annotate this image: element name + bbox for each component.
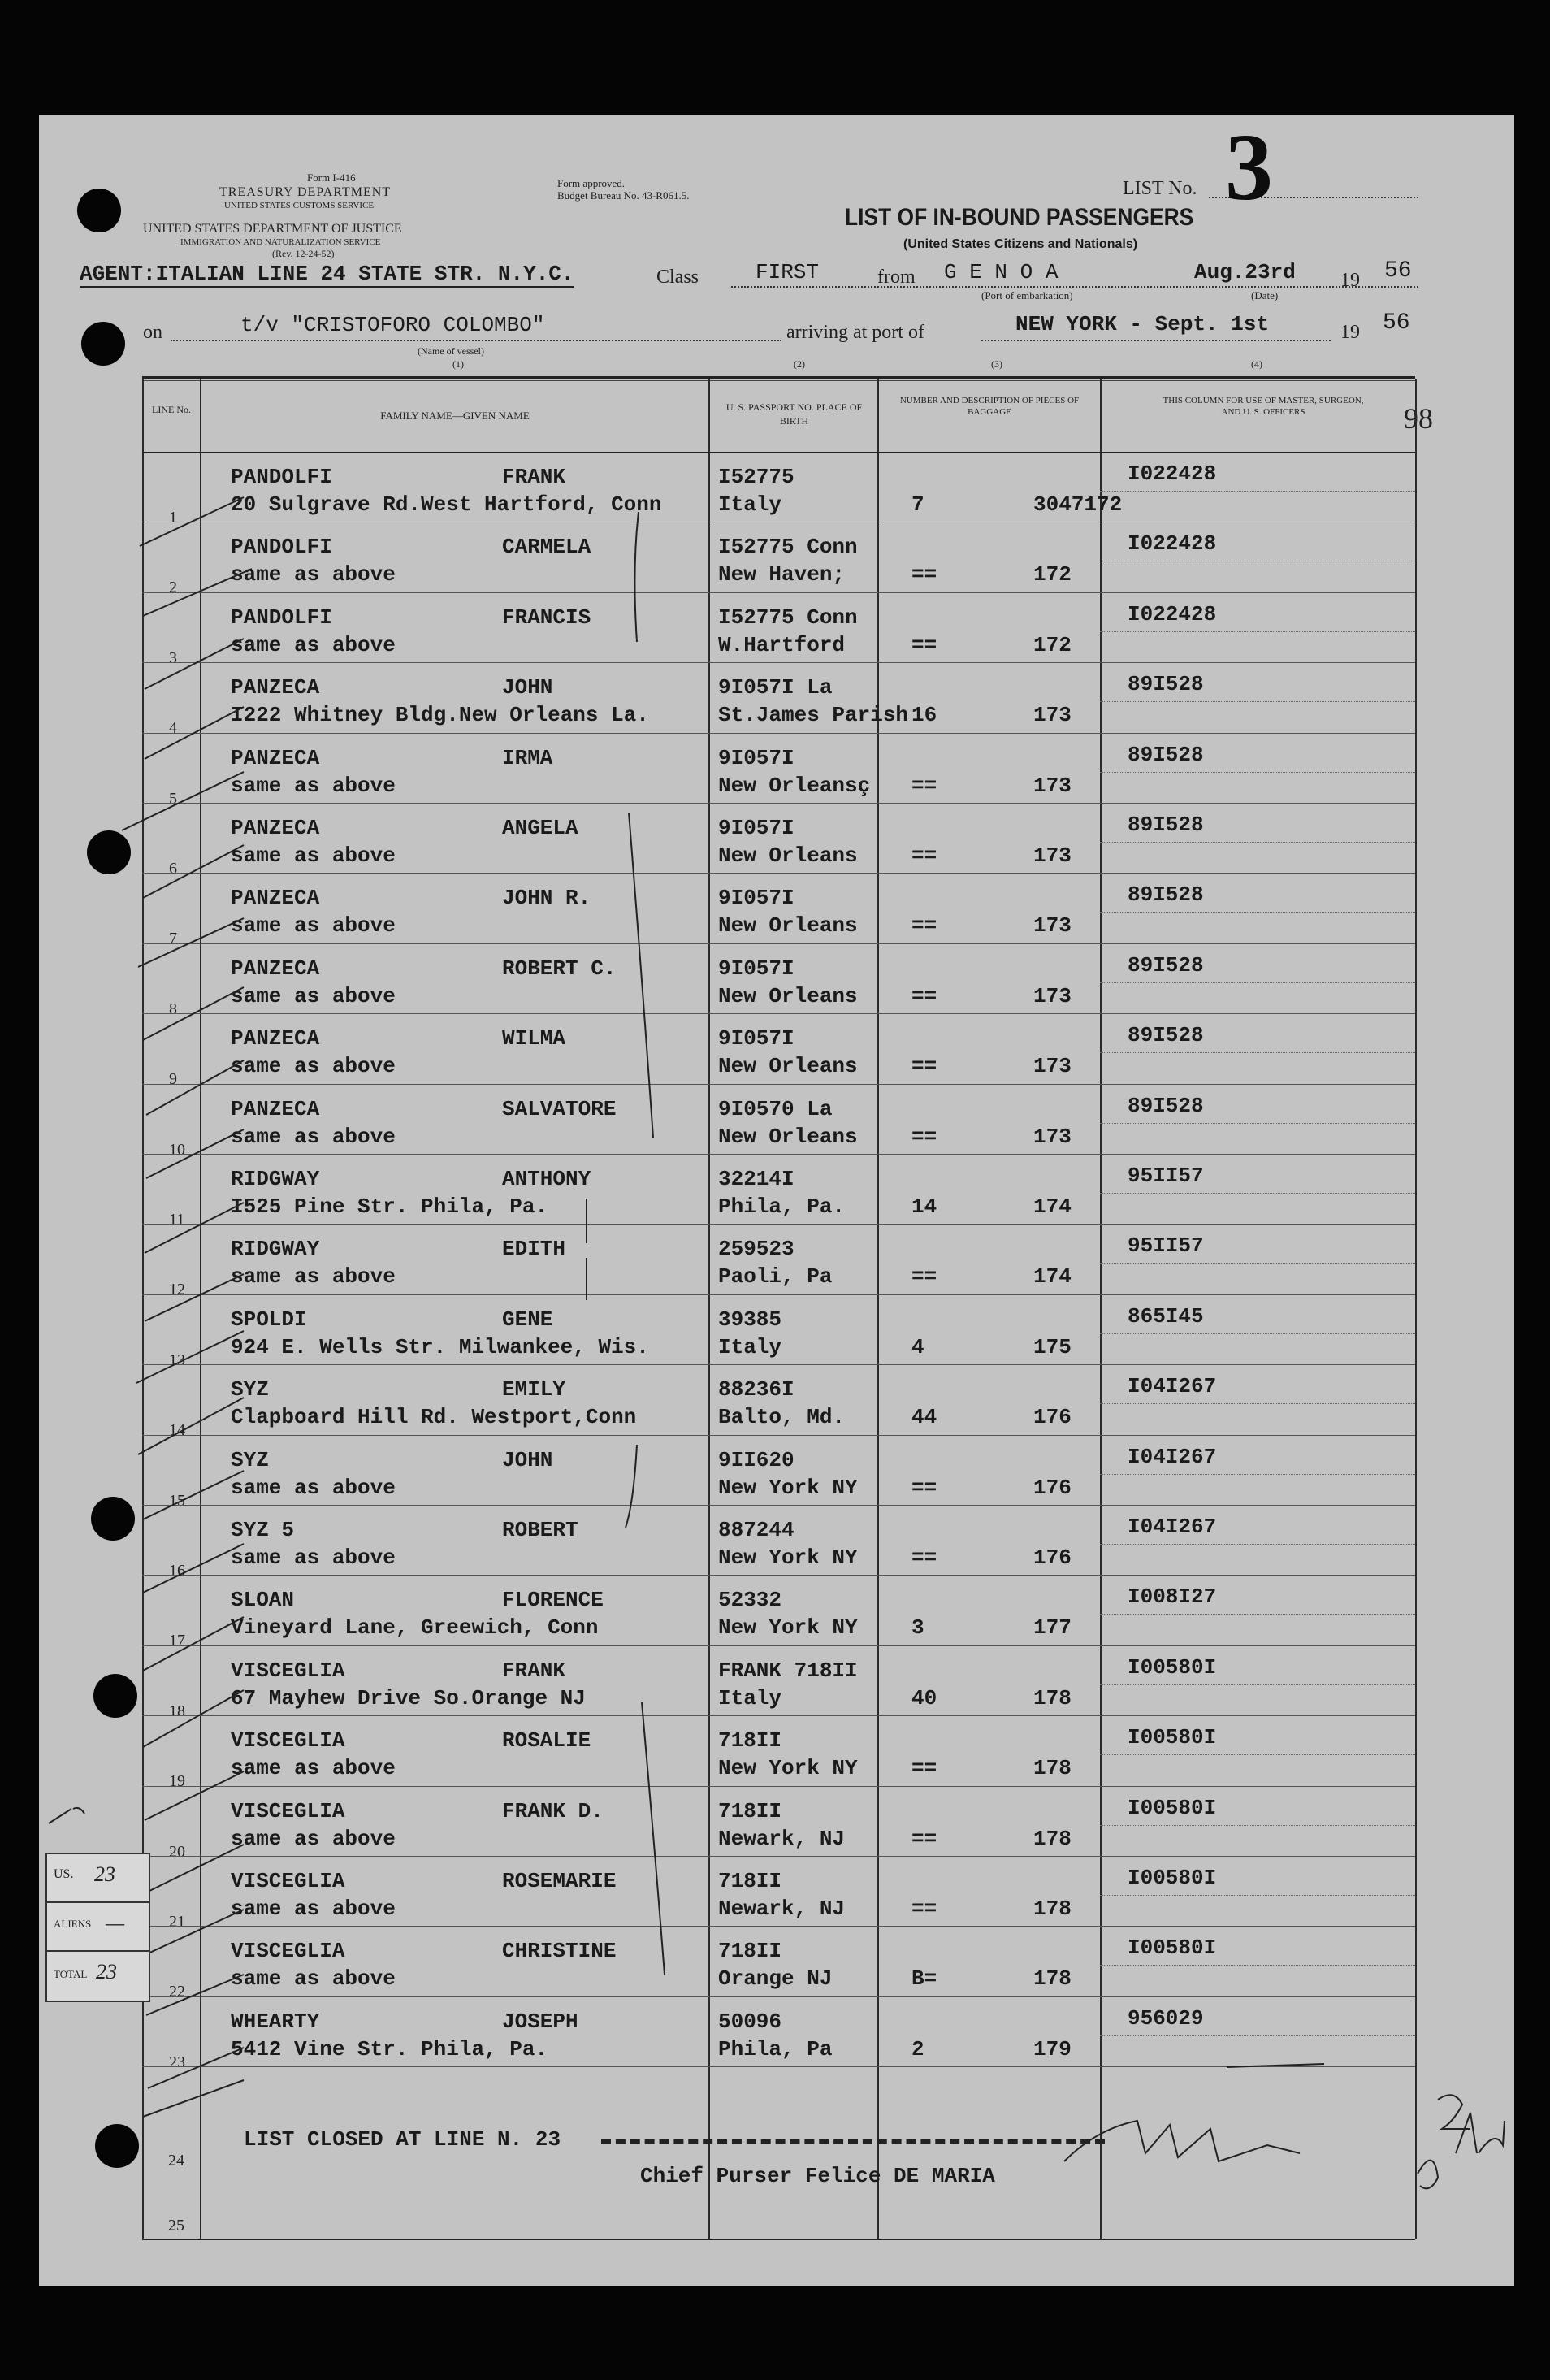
baggage-pieces: 4 — [911, 1334, 924, 1359]
officer-number: 956029 — [1128, 2005, 1204, 2031]
place-of-birth: Orange NJ — [718, 1966, 833, 1992]
address: Vineyard Lane, Greewich, Conn — [231, 1615, 599, 1641]
passport-number: 9I057I La — [718, 675, 833, 700]
year-prefix: 19 — [1340, 270, 1360, 291]
given-name: FRANCIS — [502, 605, 591, 630]
column-header-line-no: LINE No. — [152, 404, 191, 415]
baggage-number: 3047172 — [1033, 492, 1123, 517]
baggage-number: 173 — [1033, 843, 1072, 868]
family-name: RIDGWAY — [231, 1167, 320, 1191]
family-name: PANZECA — [231, 1026, 320, 1051]
line-number: 19 — [169, 1772, 185, 1791]
baggage-pieces: 16 — [911, 703, 937, 728]
line-number: 3 — [169, 648, 177, 667]
baggage-number: 178 — [1033, 1897, 1072, 1921]
baggage-pieces: == — [911, 843, 937, 868]
class-label: Class — [656, 267, 699, 288]
baggage-pieces: == — [911, 1756, 937, 1781]
page-number: 98 — [1404, 402, 1433, 435]
officer-number: I00580I — [1128, 1725, 1217, 1750]
baggage-number: 176 — [1033, 1545, 1072, 1570]
baggage-pieces: == — [911, 1826, 937, 1851]
list-closed-text: LIST CLOSED AT LINE N. 23 — [244, 2127, 561, 2152]
family-name: VISCEGLIA — [231, 1728, 345, 1754]
officer-number: 89I528 — [1128, 1093, 1204, 1118]
family-name: PANZECA — [231, 956, 320, 981]
given-name: EMILY — [502, 1377, 566, 1402]
family-name: PANDOLFI — [231, 605, 332, 630]
officer-number: 89I528 — [1128, 882, 1204, 908]
address: same as above — [231, 1545, 396, 1570]
baggage-pieces: 40 — [911, 1685, 937, 1710]
form-revision: (Rev. 12-24-52) — [272, 248, 335, 259]
line-number: 5 — [169, 789, 177, 808]
place-of-birth: Italy — [718, 1334, 782, 1359]
arriving-label: arriving at port of — [786, 322, 924, 343]
place-of-birth: New Orleans — [718, 983, 858, 1008]
address: same as above — [231, 1756, 396, 1781]
place-of-birth: Phila, Pa. — [718, 1194, 846, 1219]
officer-number: 89I528 — [1128, 742, 1204, 767]
place-of-birth: Balto, Md. — [718, 1405, 846, 1430]
passport-number: 52332 — [718, 1588, 782, 1613]
place-of-birth: St.James Parish — [718, 703, 909, 728]
passport-number: 9II620 — [718, 1447, 794, 1472]
place-of-birth: New Orleans — [718, 843, 858, 868]
place-of-birth: New York NY — [718, 1475, 858, 1500]
baggage-pieces: == — [911, 562, 937, 587]
officer-number: 95II57 — [1128, 1233, 1204, 1259]
passport-number: 9I057I — [718, 956, 794, 981]
arrival-port-date: NEW YORK - Sept. 1st — [1015, 312, 1270, 336]
baggage-pieces: == — [911, 1124, 937, 1149]
officer-number: I04I267 — [1128, 1374, 1217, 1399]
given-name: FLORENCE — [502, 1588, 604, 1613]
line-number: 9 — [169, 1070, 177, 1089]
address: same as above — [231, 1475, 396, 1500]
baggage-pieces: 44 — [911, 1405, 937, 1430]
family-name: SYZ — [231, 1447, 269, 1472]
address: same as above — [231, 843, 396, 868]
list-no-label: LIST No. — [1123, 178, 1197, 199]
officer-number: 89I528 — [1128, 672, 1204, 697]
line-number: 8 — [169, 999, 177, 1018]
line-number: 12 — [169, 1281, 185, 1299]
baggage-number: 173 — [1033, 983, 1072, 1008]
baggage-number: 173 — [1033, 773, 1072, 798]
place-of-birth: Italy — [718, 1685, 782, 1710]
baggage-number: 174 — [1033, 1264, 1072, 1290]
treasury-department: TREASURY DEPARTMENT — [219, 185, 392, 199]
caption-3: (3) — [991, 358, 1002, 370]
officer-number: I04I267 — [1128, 1515, 1217, 1539]
immigration-service: IMMIGRATION AND NATURALIZATION SERVICE — [180, 237, 381, 247]
place-of-birth: Phila, Pa — [718, 2036, 833, 2061]
column-header-baggage: NUMBER AND DESCRIPTION OF PIECES OF BAGGAGE — [899, 396, 1080, 417]
line-number: 21 — [169, 1913, 185, 1931]
line-number: 18 — [169, 1702, 185, 1720]
family-name: SYZ 5 — [231, 1518, 295, 1542]
baggage-pieces: == — [911, 1545, 937, 1570]
line-number-25: 25 — [168, 2217, 184, 2235]
officer-number: I00580I — [1128, 1866, 1217, 1890]
address: 67 Mayhew Drive So.Orange NJ — [231, 1685, 586, 1710]
family-name: VISCEGLIA — [231, 1939, 345, 1964]
line-number: 16 — [169, 1562, 185, 1580]
officer-number: 95II57 — [1128, 1164, 1204, 1188]
given-name: JOSEPH — [502, 2009, 578, 2034]
baggage-pieces: 3 — [911, 1615, 924, 1641]
vessel-caption: (Name of vessel) — [418, 345, 484, 357]
place-of-birth: New Orleans — [718, 1054, 858, 1079]
family-name: VISCEGLIA — [231, 1658, 345, 1683]
place-of-birth: New Orleansç — [718, 773, 871, 798]
place-of-birth: Newark, NJ — [718, 1897, 846, 1921]
place-of-birth: Italy — [718, 492, 782, 517]
line-number: 7 — [169, 930, 177, 948]
officer-number: I04I267 — [1128, 1444, 1217, 1469]
given-name: ROBERT C. — [502, 956, 617, 981]
port-of-embarkation: G E N O A — [944, 260, 1059, 284]
column-header-name: FAMILY NAME—GIVEN NAME — [380, 410, 530, 422]
given-name: ROSALIE — [502, 1728, 591, 1754]
us-count-stamp: US. 23 — [45, 1853, 150, 1905]
officer-number: I022428 — [1128, 462, 1217, 486]
passport-number: 9I0570 La — [718, 1096, 833, 1121]
baggage-pieces: == — [911, 1054, 937, 1079]
column-header-passport: U. S. PASSPORT NO. PLACE OF BIRTH — [725, 401, 863, 427]
baggage-number: 176 — [1033, 1475, 1072, 1500]
line-number: 1 — [169, 509, 177, 527]
address: same as above — [231, 1264, 396, 1290]
given-name: FRANK — [502, 465, 566, 489]
officer-number: I022428 — [1128, 601, 1217, 626]
baggage-number: 174 — [1033, 1194, 1072, 1219]
baggage-number: 173 — [1033, 913, 1072, 939]
caption-1: (1) — [452, 358, 464, 370]
passport-number: 718II — [718, 1939, 782, 1964]
given-name: IRMA — [502, 745, 553, 770]
officer-number: I00580I — [1128, 1795, 1217, 1820]
given-name: EDITH — [502, 1237, 566, 1262]
document-title: LIST OF IN-BOUND PASSENGERS — [845, 204, 1194, 231]
place-of-birth: Newark, NJ — [718, 1826, 846, 1851]
class-value: FIRST — [756, 260, 820, 284]
line-number: 10 — [169, 1140, 185, 1159]
baggage-number: 173 — [1033, 1124, 1072, 1149]
family-name: VISCEGLIA — [231, 1869, 345, 1893]
caption-4: (4) — [1251, 358, 1262, 370]
address: I222 Whitney Bldg.New Orleans La. — [231, 703, 649, 728]
given-name: FRANK — [502, 1658, 566, 1683]
family-name: RIDGWAY — [231, 1237, 320, 1262]
place-of-birth: New York NY — [718, 1545, 858, 1570]
baggage-pieces: == — [911, 632, 937, 657]
passport-number: I52775 Conn — [718, 535, 858, 560]
line-number: 20 — [169, 1842, 185, 1861]
address: same as above — [231, 1826, 396, 1851]
baggage-number: 172 — [1033, 562, 1072, 587]
given-name: CARMELA — [502, 535, 591, 560]
passport-number: I52775 Conn — [718, 605, 858, 630]
line-number-24: 24 — [168, 2152, 184, 2170]
given-name: GENE — [502, 1307, 553, 1332]
line-number: 22 — [169, 1983, 185, 2001]
baggage-number: 177 — [1033, 1615, 1072, 1641]
caption-2: (2) — [794, 358, 805, 370]
baggage-pieces: == — [911, 1897, 937, 1921]
officer-number: 89I528 — [1128, 1023, 1204, 1048]
family-name: SYZ — [231, 1377, 269, 1402]
family-name: PANZECA — [231, 745, 320, 770]
line-number: 2 — [169, 579, 177, 597]
on-label: on — [143, 322, 162, 343]
passport-number: 887244 — [718, 1518, 794, 1542]
port-caption: (Port of embarkation) — [981, 289, 1073, 301]
passport-number: 718II — [718, 1798, 782, 1823]
passport-number: 9I057I — [718, 886, 794, 911]
baggage-number: 176 — [1033, 1405, 1072, 1430]
place-of-birth: New York NY — [718, 1756, 858, 1781]
address: 5412 Vine Str. Phila, Pa. — [231, 2036, 548, 2061]
given-name: ANGELA — [502, 816, 578, 840]
line-number: 13 — [169, 1350, 185, 1369]
officer-number: I008I27 — [1128, 1584, 1217, 1610]
passport-number: 259523 — [718, 1237, 794, 1262]
baggage-number: 178 — [1033, 1756, 1072, 1781]
passport-number: I52775 — [718, 465, 794, 489]
passport-number: 50096 — [718, 2009, 782, 2034]
departure-date: Aug.23rd — [1194, 260, 1296, 284]
family-name: SLOAN — [231, 1588, 295, 1613]
budget-bureau: Budget Bureau No. 43-R061.5. — [557, 189, 690, 202]
line-number: 11 — [169, 1211, 185, 1229]
address: Clapboard Hill Rd. Westport,Conn — [231, 1405, 637, 1430]
baggage-pieces: == — [911, 983, 937, 1008]
address: 20 Sulgrave Rd.West Hartford, Conn — [231, 492, 662, 517]
baggage-pieces: 14 — [911, 1194, 937, 1219]
line-number: 15 — [169, 1491, 185, 1510]
address: I525 Pine Str. Phila, Pa. — [231, 1194, 548, 1219]
address: same as above — [231, 1966, 396, 1992]
line-number: 14 — [169, 1421, 185, 1440]
baggage-pieces: 7 — [911, 492, 924, 517]
baggage-number: 175 — [1033, 1334, 1072, 1359]
family-name: WHEARTY — [231, 2009, 320, 2034]
baggage-pieces: 2 — [911, 2036, 924, 2061]
given-name: JOHN — [502, 1447, 553, 1472]
document-subtitle: (United States Citizens and Nationals) — [903, 237, 1138, 251]
family-name: PANZECA — [231, 816, 320, 840]
aliens-count-stamp: ALIENS — — [45, 1901, 150, 1953]
baggage-number: 178 — [1033, 1685, 1072, 1710]
total-count-stamp: TOTAL 23 — [45, 1950, 150, 2002]
given-name: SALVATORE — [502, 1096, 617, 1121]
address: same as above — [231, 913, 396, 939]
justice-department: UNITED STATES DEPARTMENT OF JUSTICE — [143, 222, 402, 236]
family-name: PANDOLFI — [231, 465, 332, 489]
line-number: 17 — [169, 1632, 185, 1650]
passport-number: 9I057I — [718, 745, 794, 770]
given-name: ROBERT — [502, 1518, 578, 1542]
date-caption: (Date) — [1251, 289, 1279, 301]
given-name: ROSEMARIE — [502, 1869, 617, 1893]
baggage-pieces: == — [911, 1264, 937, 1290]
customs-service: UNITED STATES CUSTOMS SERVICE — [224, 201, 375, 210]
address: same as above — [231, 773, 396, 798]
officer-number: I00580I — [1128, 1654, 1217, 1680]
form-approved: Form approved. — [557, 177, 626, 189]
baggage-number: 172 — [1033, 632, 1072, 657]
column-header-officers: THIS COLUMN FOR USE OF MASTER, SURGEON, AND U. S. OFFICERS — [1162, 396, 1364, 417]
departure-year: 56 — [1384, 258, 1412, 284]
baggage-pieces: B= — [911, 1966, 937, 1992]
passport-number: 39385 — [718, 1307, 782, 1332]
agent-line: AGENT:ITALIAN LINE 24 STATE STR. N.Y.C. — [80, 262, 574, 286]
line-number: 6 — [169, 860, 177, 878]
officer-number: 89I528 — [1128, 813, 1204, 837]
passport-number: 718II — [718, 1869, 782, 1893]
family-name: PANZECA — [231, 886, 320, 911]
year-prefix-2: 19 — [1340, 322, 1360, 343]
place-of-birth: Paoli, Pa — [718, 1264, 833, 1290]
address: 924 E. Wells Str. Milwankee, Wis. — [231, 1334, 649, 1359]
given-name: FRANK D. — [502, 1798, 604, 1823]
passport-number: 9I057I — [718, 1026, 794, 1051]
passport-number: 88236I — [718, 1377, 794, 1402]
baggage-number: 178 — [1033, 1966, 1072, 1992]
from-label: from — [877, 267, 916, 288]
place-of-birth: New York NY — [718, 1615, 858, 1641]
baggage-number: 178 — [1033, 1826, 1072, 1851]
officer-number: I00580I — [1128, 1936, 1217, 1961]
officer-number: 89I528 — [1128, 952, 1204, 978]
address: same as above — [231, 1054, 396, 1079]
officer-number: I022428 — [1128, 531, 1217, 557]
given-name: CHRISTINE — [502, 1939, 617, 1964]
baggage-number: 179 — [1033, 2036, 1072, 2061]
given-name: ANTHONY — [502, 1167, 591, 1191]
baggage-number: 173 — [1033, 1054, 1072, 1079]
address: same as above — [231, 632, 396, 657]
chief-purser: Chief Purser Felice DE MARIA — [640, 2164, 995, 2188]
family-name: SPOLDI — [231, 1307, 307, 1332]
family-name: VISCEGLIA — [231, 1798, 345, 1823]
arrival-year: 56 — [1383, 310, 1410, 336]
address: same as above — [231, 983, 396, 1008]
address: same as above — [231, 562, 396, 587]
given-name: WILMA — [502, 1026, 566, 1051]
place-of-birth: New Orleans — [718, 1124, 858, 1149]
address: same as above — [231, 1124, 396, 1149]
passport-number: FRANK 718II — [718, 1658, 858, 1683]
place-of-birth: New Haven; — [718, 562, 846, 587]
line-number: 4 — [169, 719, 177, 738]
baggage-number: 173 — [1033, 703, 1072, 728]
place-of-birth: New Orleans — [718, 913, 858, 939]
line-number: 23 — [169, 2053, 185, 2071]
baggage-pieces: == — [911, 773, 937, 798]
officer-number: 865I45 — [1128, 1303, 1204, 1329]
address: same as above — [231, 1897, 396, 1921]
given-name: JOHN R. — [502, 886, 591, 911]
passport-number: 9I057I — [718, 816, 794, 840]
passport-number: 32214I — [718, 1167, 794, 1191]
form-number: Form I-416 — [307, 171, 356, 184]
list-number: 3 — [1225, 114, 1273, 220]
baggage-pieces: == — [911, 913, 937, 939]
family-name: PANZECA — [231, 675, 320, 700]
family-name: PANDOLFI — [231, 535, 332, 560]
baggage-pieces: == — [911, 1475, 937, 1500]
vessel-name: t/v "CRISTOFORO COLOMBO" — [240, 313, 545, 337]
given-name: JOHN — [502, 675, 553, 700]
place-of-birth: W.Hartford — [718, 632, 846, 657]
passport-number: 718II — [718, 1728, 782, 1754]
family-name: PANZECA — [231, 1096, 320, 1121]
